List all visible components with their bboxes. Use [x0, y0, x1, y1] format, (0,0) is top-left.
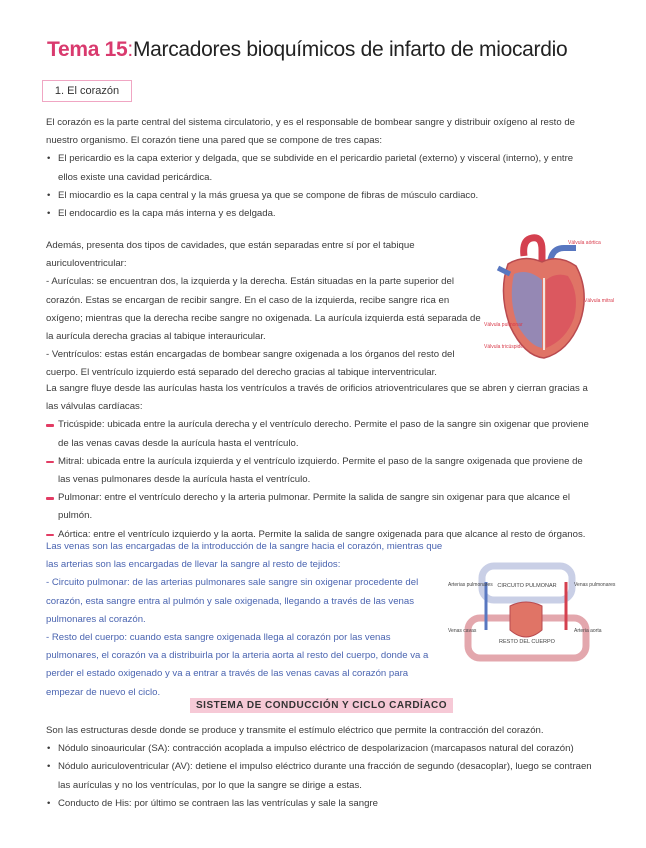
valves-block: [46, 380, 594, 544]
arteria-aorta-label: Arteria aorta: [574, 628, 602, 634]
mitral-valve-label: Válvula mitral: [584, 298, 615, 304]
valve-item: Pulmonar: entre el ventrículo derecho y la arteria pulmonar. Permite la salida de sangre sin oxigenar para que alcance el pulmón.: [46, 489, 594, 525]
topic-number: Tema 15: [47, 38, 128, 61]
resto-cuerpo-label: RESTO DEL CUERPO: [499, 639, 555, 645]
venas-cavas-label: Venas cavas: [448, 628, 477, 634]
circulation-diagram: [446, 560, 616, 666]
pulmonary-valve-label: Válvula pulmonar: [484, 322, 523, 328]
heart-small: [510, 602, 542, 637]
aortic-valve-label: Válvula aórtica: [568, 240, 601, 246]
circulation-block: [46, 538, 444, 702]
circulation-intro: Las venas son las encargadas de la introducción de la sangre hacia el corazón, mientras que las arterias son las encargadas de llevar la sangre al resto de tejidos:: [46, 541, 443, 571]
cavities-auriculas: - Aurículas: se encuentran dos, la izquierda y la derecha. Están situadas en la parte superior del corazón. Estas se encargan de recibir sangre. En el caso de la izquierda, recibe sangre rica en oxígeno; mientras que la derecha recibe sangre no oxigenada. La aurícula izquierda está separada de la aurícula derecha gracias al tabique interauricular.: [46, 276, 481, 343]
layer-item: • El endocardio es la capa más interna y es delgada.: [46, 205, 594, 223]
circulation-pulmonar: - Circuito pulmonar: de las arterias pulmonares sale sangre sin oxigenar procedente del corazón, esta sangre entra al pulmón y sale oxigenada, llegando a través de las venas pulmonares al corazón.: [46, 577, 419, 625]
valves-intro: La sangre fluye desde las aurículas hasta los ventrículos a través de orificios atrioventriculares que se abren y cierran gracias a las válvulas cardíacas:: [46, 383, 588, 413]
cavities-intro: Además, presenta dos tipos de cavidades, que están separadas entre sí por el tabique auriculoventricular:: [46, 240, 415, 270]
conduction-intro: Son las estructuras desde donde se produce y transmite el estímulo eléctrico que permite la contracción del corazón.: [46, 725, 544, 736]
conduction-item: • Nódulo sinoauricular (SA): contracción acoplada a impulso eléctrico de despolarizacion (marcapasos natural del corazón): [46, 740, 594, 758]
valve-item: Mitral: ubicada entre la aurícula izquierda y el ventrículo izquierdo. Permite el paso de la sangre oxigenada que proviene de las venas pulmonares desde la aurícula hasta el ventrículo.: [46, 453, 594, 489]
circuit-pulmonar-label: CIRCUITO PULMONAR: [497, 583, 557, 589]
title-text: Marcadores bioquímicos de infarto de miocardio: [132, 38, 568, 61]
heart-illustration: [484, 234, 615, 362]
venas-pulmonares-label: Venas pulmonares: [574, 582, 616, 588]
valve-item: Aórtica: entre el ventrículo izquierdo y la aorta. Permite la salida de sangre oxigenada para que alcance al resto de órganos.: [46, 526, 594, 544]
section-heading-conduccion: SISTEMA DE CONDUCCIÓN Y CICLO CARDÍACO: [190, 698, 453, 713]
circulation-cuerpo: - Resto del cuerpo: cuando esta sangre oxigenada llega al corazón por las venas pulmonares, el corazón va a distribuirla por la arteria aorta al resto del cuerpo, donde va a perder el estado oxigenado y va a entrar a través de las venas cavas al corazón para empezar de nuevo el ciclo.: [46, 632, 429, 698]
valve-item: Tricúspide: ubicada entre la aurícula derecha y el ventrículo derecho. Permite el paso de la sangre sin oxigenar que proviene de las venas cavas desde la aurícula hasta el ventrículo.: [46, 416, 594, 452]
conduction-item: • Conducto de His: por último se contraen las las ventrículas y sale la sangre: [46, 795, 594, 813]
arterias-pulmonares-label: Arterias pulmonares: [448, 582, 493, 588]
section-heading-corazon: 1. El corazón: [42, 80, 132, 102]
page-title: Tema 15:Marcadores bioquímicos de infarto de miocardio: [47, 38, 568, 61]
intro-block: [46, 114, 594, 223]
layer-item: • El miocardio es la capa central y la más gruesa ya que se compone de fibras de músculo cardiaco.: [46, 187, 594, 205]
conduction-block: [46, 722, 594, 813]
layer-item: • El pericardio es la capa exterior y delgada, que se subdivide en el pericardio parietal (externo) y visceral (interno), y entre ellos existe una cavidad pericárdica.: [46, 150, 594, 186]
tricuspid-valve-label: Válvula tricúspide: [484, 344, 524, 350]
conduction-item: • Nódulo auriculoventricular (AV): detiene el impulso eléctrico durante una fracción de segundo (desacoplar), luego se contraen las aurículas y no los ventrículas, por lo que la sangre se dirige a estas.: [46, 758, 594, 794]
intro-paragraph: El corazón es la parte central del sistema circulatorio, y es el responsable de bombear sangre y distribuir oxígeno al resto de nuestro organismo. El corazón tiene una pared que se compone de tres capas:: [46, 117, 575, 147]
cavities-block: [46, 237, 486, 383]
cavities-ventriculos: - Ventrículos: estas están encargadas de bombear sangre oxigenada a los órganos del resto del cuerpo. El ventrículo izquierdo está separado del derecho gracias al tabique interventricular.: [46, 349, 455, 379]
